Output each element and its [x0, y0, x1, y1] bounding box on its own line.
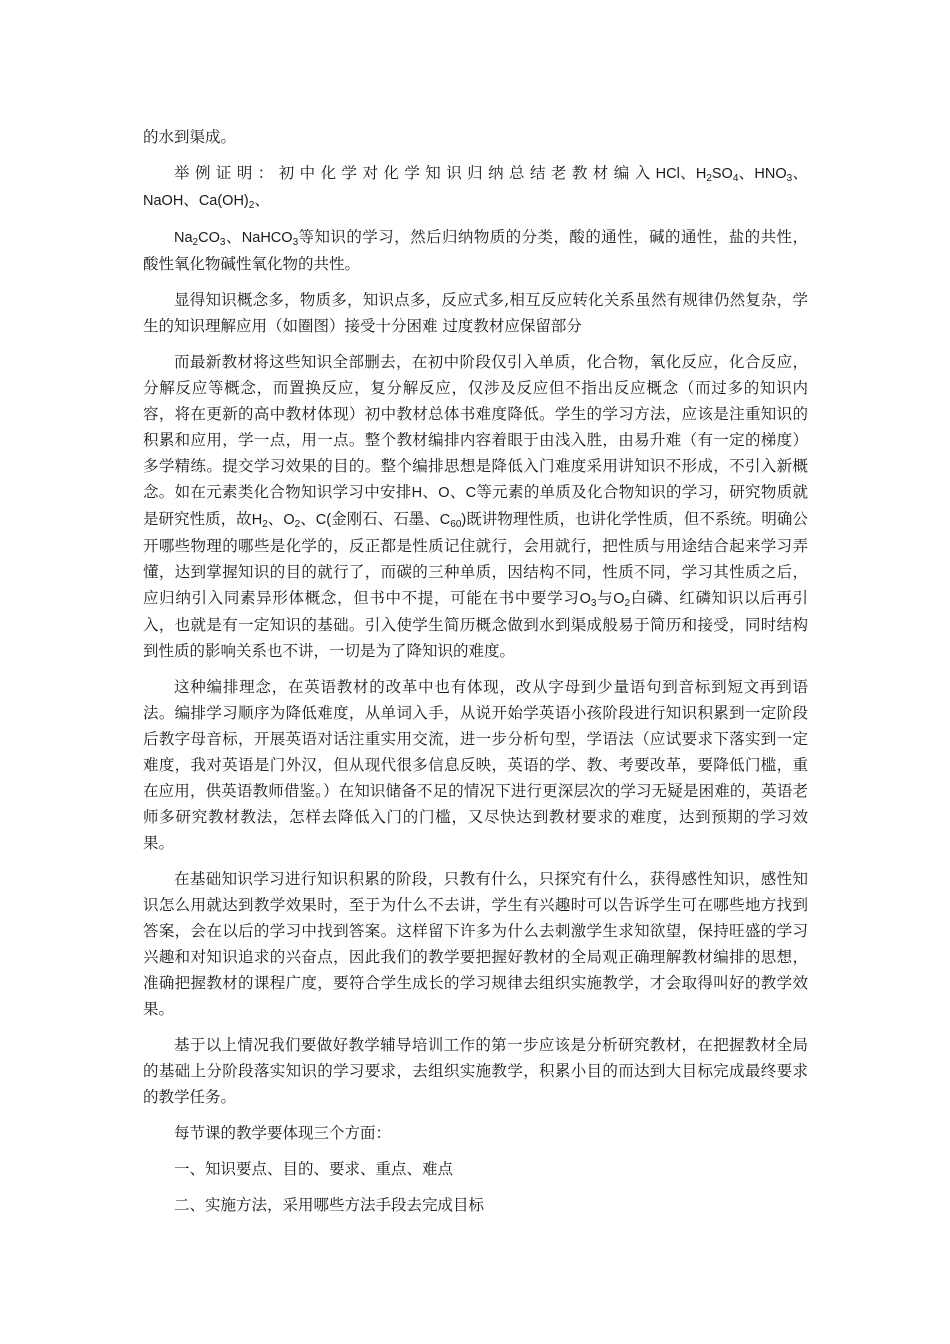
paragraph-3: 显得知识概念多，物质多，知识点多，反应式多,相互反应转化关系虽然有规律仍然复杂，学生的知识理解应用（如圈图）接受十分困难 过度教材应保留部分	[143, 291, 808, 335]
paragraph-9: 一、知识要点、目的、要求、重点、难点	[174, 1160, 454, 1178]
paragraph-7: 基于以上情况我们要做好教学辅导培训工作的第一步应该是分析研究教材，在把握教材全局的基础上分阶段落实知识的学习要求，去组织实施教学，积累小目的而达到大目标完成最终要求的教学任务。	[143, 1036, 808, 1106]
paragraph-10: 二、实施方法，采用哪些方法手段去完成目标	[174, 1196, 485, 1214]
paragraph-0: 的水到渠成。	[143, 128, 237, 146]
paragraph-1: 举 例 证 明 ： 初 中 化 学 对 化 学 知 识 归 纳 总 结 老 教 材 编 入 HCl、$H_2SO_4$、$HNO_3$、NaOH、$Ca(OH)_2$、	[143, 164, 808, 211]
paragraph-5: 这种编排理念，在英语教材的改革中也有体现，改从字母到少量语句到音标到短文再到语法。编排学习顺序为降低难度，从单词入手，从说开始学英语小孩阶段进行知识积累到一定阶段后教字母音标，开展英语对话注重实用交流，进一步分析句型，学语法（应试要求下落实到一定难度，我对英语是门外汉，但从现代很多信息反映，英语的学、教、考要改革，要降低门槛，重在应用，供英语教师借鉴。）在知识储备不足的情况下进行更深层次的学习无疑是困难的，英语老师多研究教材教法，怎样去降低入门的门槛，又尽快达到教材要求的难度，达到预期的学习效果。	[143, 678, 808, 852]
paragraph-4: 而最新教材将这些知识全部删去，在初中阶段仅引入单质，化合物，氧化反应，化合反应，分解反应等概念，而置换反应，复分解反应，仅涉及反应但不指出反应概念（而过多的知识内容，将在更新的高中教材体现）初中教材总体书难度降低。学生的学习方法，应该是注重知识的积累和应用，学一点，用一点。整个教材编排内容着眼于由浅入胜，由易升难（有一定的梯度）多学精练。提交学习效果的目的。整个编排思想是降低入门难度采用讲知识不形成，不引入新概念。如在元素类化合物知识学习中安排H、O、C等元素的单质及化合物知识的学习，研究物质就是研究性质，故$H_2$、$O_2$、C(金刚石、石墨、$C_{60}$)既讲物理性质，也讲化学性质，但不系统。明确公开哪些物理的哪些是化学的，反正都是性质记住就行，会用就行，把性质与用途结合起来学习弄懂，达到掌握知识的目的就行了，而碳的三种单质，因结构不同，性质不同，学习其性质之后，应归纳引入同素异形体概念，但书中不提，可能在书中要学习$O_3$与$O_2$白磷、红磷知识以后再引入，也就是有一定知识的基础。引入使学生简历概念做到水到渠成般易于简历和接受，同时结构到性质的影响关系也不讲，一切是为了降知识的难度。	[143, 353, 808, 660]
paragraph-8: 每节课的教学要体现三个方面：	[174, 1124, 392, 1142]
paragraph-2: $Na_2CO_3$、NaHCO$_3$等知识的学习，然后归纳物质的分类，酸的通性，碱的通性，盐的共性，酸性氧化物碱性氧化物的共性。	[143, 228, 808, 273]
paragraph-6: 在基础知识学习进行知识积累的阶段，只教有什么，只探究有什么，获得感性知识，感性知识怎么用就达到教学效果时，至于为什么不去讲，学生有兴趣时可以告诉学生可在哪些地方找到答案，会在以后的学习中找到答案。这样留下许多为什么去刺激学生求知欲望，保持旺盛的学习兴趣和对知识追求的兴奋点，因此我们的教学要把握好教材的全局观正确理解教材编排的思想，准确把握教材的课程广度，要符合学生成长的学习规律去组织实施教学，才会取得叫好的教学效果。	[143, 870, 808, 1018]
document-body	[143, 124, 808, 1228]
